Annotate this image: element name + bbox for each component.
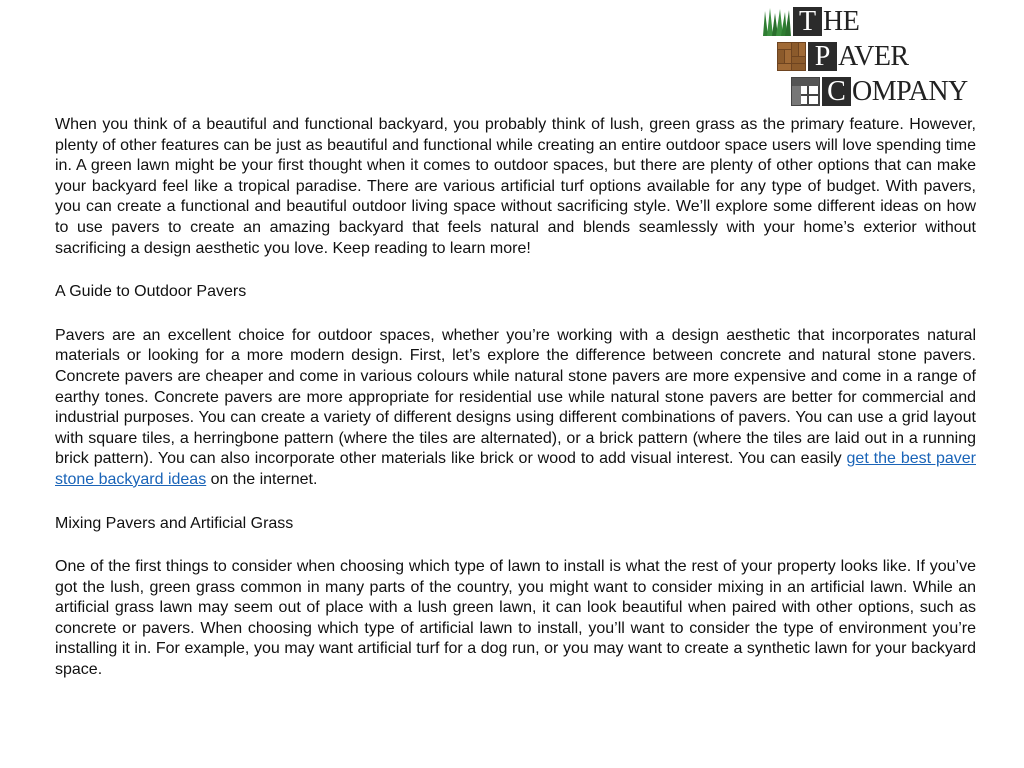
- logo-cap-p: P: [808, 42, 837, 71]
- company-logo: [762, 3, 1000, 107]
- mixing-paragraph: One of the first things to consider when choosing which type of lawn to install is what the rest of your property looks like. If you’ve got the lush, green grass common in many parts of the country, you might want to consider mixing in an artificial lawn. While an artificial grass lawn may seem out of place with a lush green lawn, it can look beautiful when paired with other options, such as concrete or pavers. When choosing which type of artificial lawn to install, you’ll want to consider the type of environment you’re installing it in. For example, you may want artificial turf for a dog run, or you may want to create a synthetic lawn for your backyard space.: [55, 558, 976, 679]
- grass-icon: [762, 7, 791, 36]
- logo-text-the: HE: [823, 6, 860, 37]
- logo-text-paver: AVER: [838, 41, 909, 72]
- pavers-paragraph-text: Pavers are an excellent choice for outdoor spaces, whether you’re working with a design aesthetic that incorporates natural materials or looking for a more modern design. First, let’s explore the difference between concrete and natural stone pavers. Concrete pavers are cheaper and come in various colours while natural stone pavers are more expensive and come in a range of earthy tones. Concrete pavers are more appropriate for residential use while natural stone pavers are better for commercial and industrial purposes. You can create a variety of different designs using different combinations of pavers. You can use a grid layout with square tiles, a herringbone pattern (where the tiles are alternated), or a brick pattern (where the tiles are laid out in a running brick pattern). You can also incorporate other materials like brick or wood to add visual interest. You can easily: [55, 326, 976, 468]
- pavers-paragraph: [55, 326, 976, 491]
- article-body: [55, 115, 976, 681]
- section-heading-mixing: Mixing Pavers and Artificial Grass: [55, 514, 294, 532]
- logo-row-the: [762, 4, 859, 36]
- section-heading-outdoor-pavers: A Guide to Outdoor Pavers: [55, 283, 247, 301]
- paver-ideas-link[interactable]: get the best paver stone backyard ideas: [55, 450, 976, 488]
- intro-paragraph: When you think of a beautiful and functional backyard, you probably think of lush, green grass as the primary feature. However, plenty of other features can be just as beautiful and functional while creating an entire outdoor space users will love spending time in. A green lawn might be your first thought when it comes to outdoor spaces, but there are plenty of other options that can make your backyard feel like a tropical paradise. There are various artificial turf options available for any type of budget. With pavers, you can create a functional and beautiful outdoor living space without sacrificing style. We’ll explore some different ideas on how to use pavers to create an amazing backyard that feels natural and blends seamlessly with your home’s exterior without sacrificing a design aesthetic you love. Keep reading to learn more!: [55, 116, 976, 257]
- logo-text-company: OMPANY: [852, 76, 968, 107]
- pavers-paragraph-tail: on the internet.: [206, 470, 318, 488]
- logo-cap-t: T: [793, 7, 822, 36]
- logo-row-company: [791, 74, 968, 106]
- tile-grid-icon: [791, 77, 820, 106]
- paver-pattern-icon: [777, 42, 806, 71]
- logo-row-paver: [777, 39, 909, 71]
- logo-cap-c: C: [822, 77, 851, 106]
